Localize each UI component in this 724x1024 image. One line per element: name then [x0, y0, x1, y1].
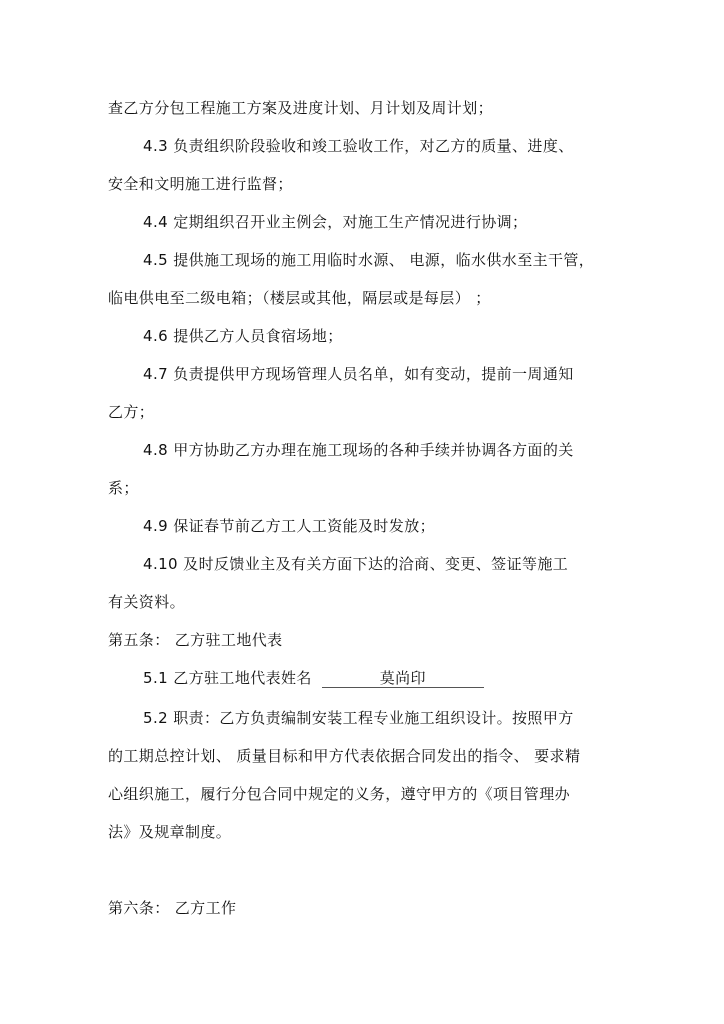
clause-4-8: 4.8 甲方协助乙方办理在施工现场的各种手续并协调各方面的关	[143, 441, 574, 459]
clause-4-4: 4.4 定期组织召开业主例会，对施工生产情况进行协调；	[143, 213, 528, 231]
section-heading-5: 第五条： 乙方驻工地代表	[108, 631, 283, 649]
text-line: 心组织施工，履行分包合同中规定的义务，遵守甲方的《项目管理办	[108, 785, 571, 803]
clause-4-3: 4.3 负责组织阶段验收和竣工验收工作，对乙方的质量、进度、	[143, 137, 574, 155]
clause-5-2: 5.2 职责：乙方负责编制安装工程专业施工组织设计。按照甲方	[143, 709, 574, 727]
clause-5-1-label: 5.1 乙方驻工地代表姓名	[143, 669, 312, 687]
representative-name: 莫尚印	[322, 669, 484, 688]
section-heading-6: 第六条： 乙方工作	[108, 899, 237, 917]
text-line: 乙方；	[108, 403, 155, 421]
text-line: 法》及规章制度。	[108, 823, 232, 841]
text-line: 的工期总控计划、 质量目标和甲方代表依据合同发出的指令、 要求精	[108, 747, 581, 765]
clause-4-6: 4.6 提供乙方人员食宿场地；	[143, 327, 343, 345]
clause-4-9: 4.9 保证春节前乙方工人工资能及时发放；	[143, 517, 436, 535]
text-line: 系；	[108, 479, 139, 497]
clause-4-5: 4.5 提供施工现场的施工用临时水源、 电源，临水供水至主干管，	[143, 251, 595, 269]
clause-4-7: 4.7 负责提供甲方现场管理人员名单，如有变动，提前一周通知	[143, 365, 574, 383]
text-line: 查乙方分包工程施工方案及进度计划、月计划及周计划；	[108, 99, 494, 117]
text-line: 安全和文明施工进行监督；	[108, 175, 293, 193]
text-line: 有关资料。	[108, 593, 186, 611]
clause-4-10: 4.10 及时反馈业主及有关方面下达的洽商、变更、签证等施工	[143, 555, 569, 573]
text-line: 临电供电至二级电箱；（楼层或其他，隔层或是每层） ；	[108, 289, 491, 307]
clause-5-1	[143, 668, 484, 688]
